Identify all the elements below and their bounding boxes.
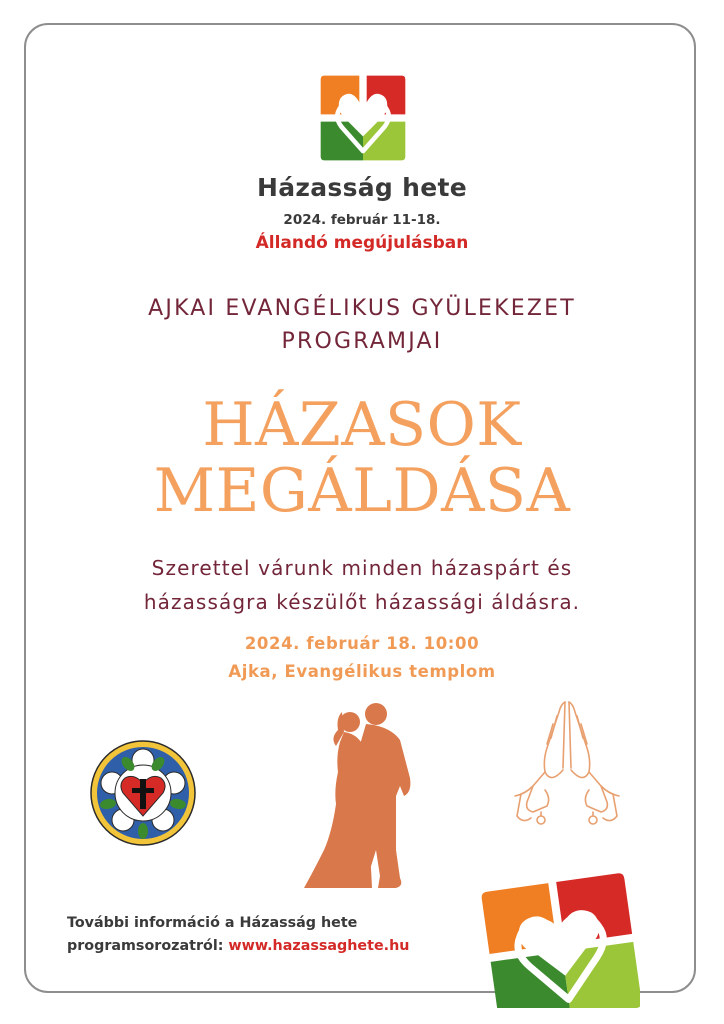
praying-hands-icon	[507, 698, 627, 833]
event-location: Ajka, Evangélikus templom	[228, 662, 496, 681]
congregation-line-2: PROGRAMJAI	[281, 329, 443, 354]
website-link[interactable]: www.hazassaghete.hu	[228, 938, 410, 954]
event-datetime: 2024. február 18. 10:00	[244, 634, 480, 653]
couple-silhouette-icon	[300, 700, 430, 890]
footer-line-2-prefix: programsorozatról:	[67, 938, 229, 954]
headline-line-2: MEGÁLDÁSA	[153, 456, 571, 526]
event-headline	[0, 392, 724, 524]
brand-motto: Állandó megújulásban	[255, 233, 469, 253]
footer-line-2	[67, 935, 409, 958]
brand-title: Házasság hete	[256, 173, 467, 202]
footer-info	[67, 912, 409, 958]
hazassag-hete-logo-icon	[316, 72, 410, 164]
brand-dates: 2024. február 11-18.	[283, 212, 441, 228]
invitation-line-1: Szerettel várunk minden házaspárt és	[151, 556, 573, 580]
headline-line-1: HÁZASOK	[202, 390, 522, 460]
luther-rose-icon	[88, 738, 198, 848]
hazassag-hete-logo-large-icon	[480, 868, 640, 1008]
congregation-line-1: AJKAI EVANGÉLIKUS GYÜLEKEZET	[148, 296, 576, 321]
congregation-heading	[0, 292, 724, 358]
invitation-text	[0, 551, 724, 619]
invitation-line-2: házasságra készülőt házassági áldásra.	[143, 590, 581, 614]
footer-line-1: További információ a Házasság hete	[67, 915, 358, 931]
